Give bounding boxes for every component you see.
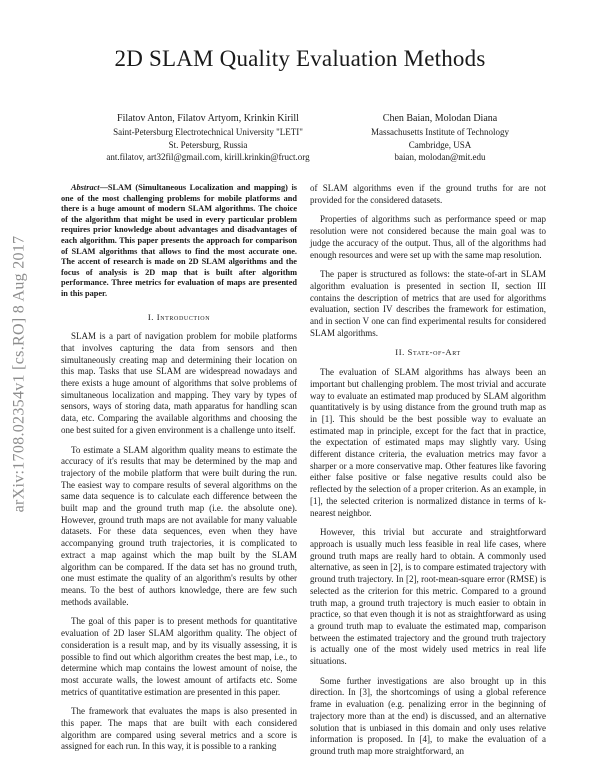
- paragraph: The goal of this paper is to present methods for quantitative evaluation of 2D laser SLAM algorithm quality. The object of consideration is a result map, and by its visually assessing, it is possible to find out which algorithm creates the best map, i.e., to determine which map contains the lowest amount of noise, the most accurate walls, the lowest amount of artifacts etc. Some metrics of quantitative estimation are presented in this paper.: [61, 616, 297, 697]
- paragraph: The paper is structured as follows: the state-of-art in SLAM algorithm evaluation is presented in section II, section III contains the description of metrics that are used for algorithms evaluation, section IV describes the framework for estimation, and in section V one can find experimental results for considered SLAM algorithms.: [310, 269, 546, 338]
- author-block-mit: [330, 113, 550, 164]
- author-location: Cambridge, USA: [408, 139, 472, 150]
- paragraph: Properties of algorithms such as performance speed or map resolution were not considered because the main goal was to judge the accuracy of the output. Thus, all of the algorithms had enough resources and were set up with the same map resolution.: [310, 214, 546, 260]
- paragraph: However, this trivial but accurate and straightforward approach is usually much less feasible in real life cases, where ground truth maps are really hard to obtain. A commonly used alternative, as seen in [2], is to compare estimated trajectory with ground truth trajectory. In [2], root-mean-square error (RMSE) is selected as the criterion for this metric. Compared to a ground truth map, a ground truth trajectory is much easier to obtain in practice, so that even though it is not as straightforward as using a ground truth map to evaluate the estimated map, comparison between the estimated trajectory and the ground truth trajectory is actually one of the most widely used metrics in real life situations.: [310, 527, 546, 667]
- section-heading-introduction: I. Introduction: [147, 311, 211, 322]
- right-column: [310, 183, 546, 766]
- arxiv-identifier: arXiv:1708.02354v1 [cs.RO] 8 Aug 2017: [10, 235, 28, 513]
- author-affiliation: Massachusetts Institute of Technology: [371, 127, 509, 138]
- left-column: [61, 183, 297, 761]
- author-affiliation: Saint-Petersburg Electrotechnical University "LETI": [113, 127, 303, 138]
- paragraph: Some further investigations are also brought up in this direction. In [3], the shortcomings of using a global reference frame in evaluation (e.g. penalizing error in the beginning of trajectory more than at the end) is discussed, and an alternative solution that is unbiased in this domain and only uses relative information is proposed. In [4], to make the evaluation of a ground truth map more straightforward, an: [310, 675, 546, 756]
- author-emails: ant.filatov, art32fil@gmail.com, kirill.krinkin@fruct.org: [106, 152, 310, 163]
- abstract: [61, 183, 297, 300]
- author-location: St. Petersburg, Russia: [168, 139, 248, 150]
- section-heading-state-of-art: II. State-of-Art: [395, 347, 461, 358]
- paper-title: 2D SLAM Quality Evaluation Methods: [114, 46, 486, 71]
- author-names: Filatov Anton, Filatov Artyom, Krinkin Kirill: [117, 113, 299, 124]
- paragraph: To estimate a SLAM algorithm quality means to estimate the accuracy of it's results that may be determined by the map and trajectory of the mobile platform that were built during the run. The easiest way to compare results of several algorithms on the same data sequence is to calculate each difference between the built map and the ground truth map (i.e. the absolute one). However, ground truth maps are not available for many valuable datasets. For these data sequences, even when they have accompanying ground truth trajectories, it is complicated to extract a map against which the map built by the SLAM algorithm can be compared. If the data set has no ground truth, one must estimate the quality of an algorithm's results by other means. To the best of authors knowledge, there are few such methods available.: [61, 444, 297, 607]
- paragraph: SLAM is a part of navigation problem for mobile platforms that involves capturing the data from sensors and then simultaneously creating map and determining their location on this map. Tasks that use SLAM are widespread nowadays and there exists a huge amount of algorithms that solve problems of simultaneous localization and mapping. They vary by types of sensors, ways of storing data, math apparatus for handling scan data, etc. Comparing the available algorithms and choosing the one best suited for a given environment is a challenge unto itself.: [61, 331, 297, 435]
- author-names: Chen Baian, Molodan Diana: [382, 113, 498, 124]
- abstract-label: Abstract: [71, 183, 100, 192]
- paragraph: of SLAM algorithms even if the ground truths for are not provided for the considered datasets.: [310, 183, 546, 205]
- paragraph: The evaluation of SLAM algorithms has always been an important but challenging problem. The most trivial and accurate way to evaluate an estimated map produced by SLAM algorithm quantitatively is by using distance from the ground truth map as in [1]. This should be the best possible way to evaluate an estimated map in principle, except for the fact that in practice, the expectation of estimated maps may slightly vary. Using different distance criteria, the evaluation metrics may favor a sharper or a more conservative map. Other features like favoring either false positive or false negative results could also be reflected by the selection of a proper criterion. As an example, in [1], the selected criterion is normalized distance in terms of k-nearest neighbor.: [310, 367, 546, 518]
- author-emails: baian, molodan@mit.edu: [394, 152, 486, 163]
- paragraph: The framework that evaluates the maps is also presented in this paper. The maps that are built with each considered algorithm are compared using several metrics and a score is assigned for each run. In this way, it is possible to a ranking: [61, 706, 297, 752]
- arxiv-identifier-stamp: [8, 188, 30, 560]
- abstract-text: —SLAM (Simultaneous Localization and mapping) is one of the most challenging problems for mobile platforms and there is a huge amount of modern SLAM algorithms. The choice of the algorithm that might be used in every particular problem requires prior knowledge about advantages and disadvantages of each algorithm. This paper presents the approach for comparison of SLAM algorithms that allows to find the most accurate one. The accent of research is made on 2D SLAM algorithms and the focus of analysis is 2D map that is built after algorithm performance. Three metrics for evaluation of maps are presented in this paper.: [61, 183, 297, 298]
- author-block-leti: [72, 113, 344, 164]
